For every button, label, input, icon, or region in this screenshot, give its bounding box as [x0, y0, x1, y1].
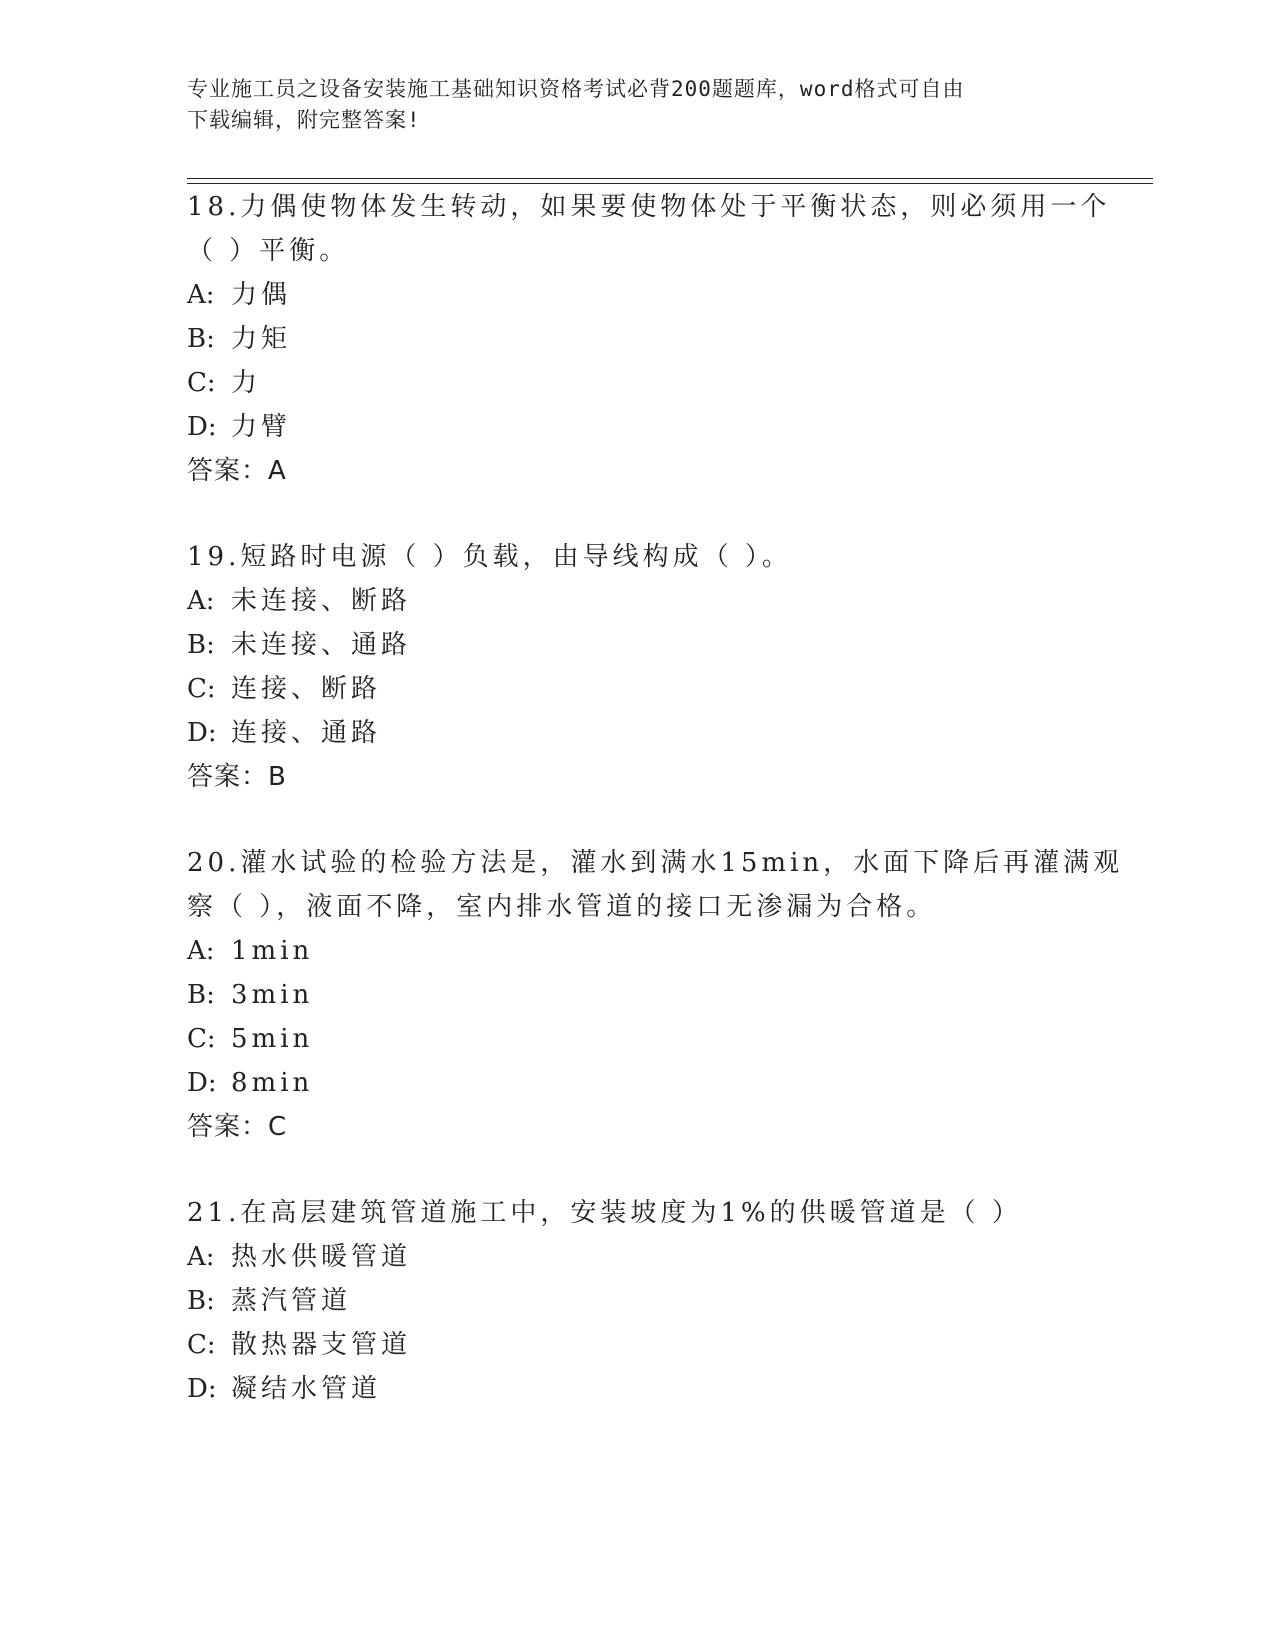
question-stem: 19.短路时电源（ ）负载，由导线构成（ ）。 [187, 542, 792, 572]
header-divider-top [187, 178, 1153, 179]
option-b: B: 3min [187, 980, 314, 1010]
option-a: A: 力偶 [187, 280, 292, 310]
option-b: B: 蒸汽管道 [187, 1286, 352, 1316]
header-divider-bottom [187, 183, 1153, 184]
question-stem: 18.力偶使物体发生转动，如果要使物体处于平衡状态，则必须用一个 [187, 192, 1111, 222]
question-stem: 20.灌水试验的检验方法是，灌水到满水15min，水面下降后再灌满观 [187, 848, 1124, 878]
option-d: D: 连接、通路 [187, 718, 382, 748]
question-stem-continued: （ ）平衡。 [187, 236, 350, 266]
option-a: A: 未连接、断路 [187, 586, 412, 616]
question-stem-continued: 察（ ），液面不降，室内排水管道的接口无渗漏为合格。 [187, 892, 937, 922]
option-d: D: 8min [187, 1068, 314, 1098]
header-line-1: 专业施工员之设备安装施工基础知识资格考试必背200题题库，word格式可自由 [187, 77, 965, 101]
option-c: C: 连接、断路 [187, 674, 382, 704]
option-a: A: 1min [187, 936, 314, 966]
answer-label: 答案：A [187, 456, 287, 486]
option-b: B: 力矩 [187, 324, 292, 354]
answer-label: 答案：C [187, 1112, 288, 1142]
document-header [187, 74, 1067, 136]
option-c: C: 散热器支管道 [187, 1330, 412, 1360]
option-c: C: 力 [187, 368, 262, 398]
option-a: A: 热水供暖管道 [187, 1242, 412, 1272]
option-d: D: 凝结水管道 [187, 1374, 382, 1404]
header-line-2: 下载编辑，附完整答案! [187, 108, 421, 132]
answer-label: 答案：B [187, 762, 287, 792]
option-b: B: 未连接、通路 [187, 630, 412, 660]
option-c: C: 5min [187, 1024, 314, 1054]
question-stem: 21.在高层建筑管道施工中，安装坡度为1%的供暖管道是（ ） [187, 1198, 1022, 1228]
option-d: D: 力臂 [187, 412, 292, 442]
